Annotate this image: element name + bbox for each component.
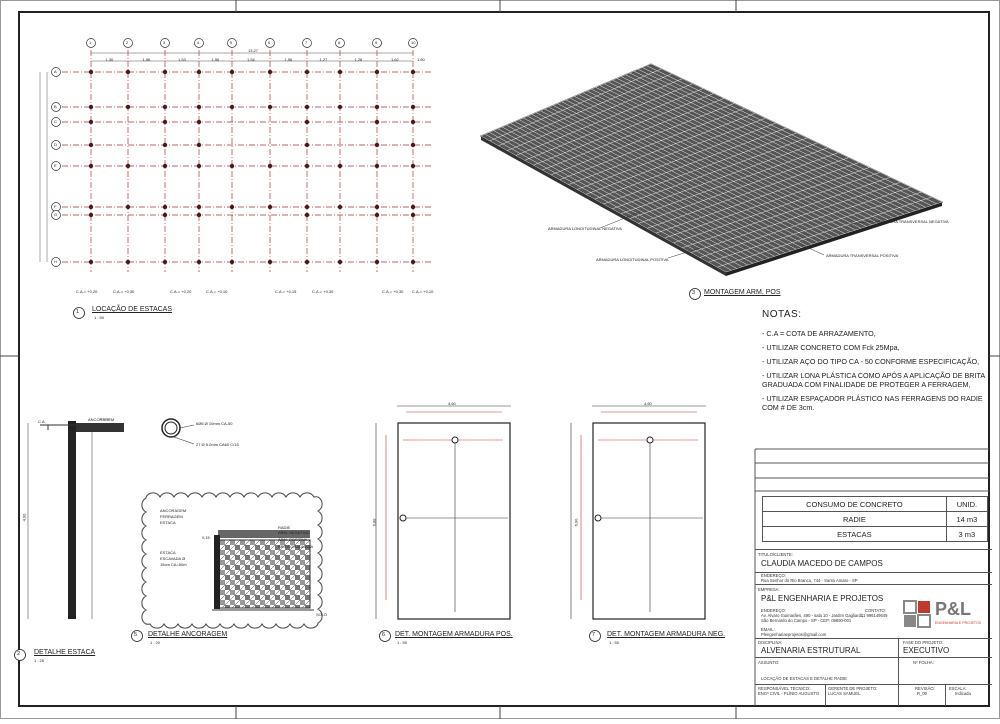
responsible-caption: RESPONSÁVEL TÉCNICO: — [758, 686, 811, 691]
contact: 11 996149649 — [861, 613, 888, 618]
grid-column-label: 2 — [126, 40, 129, 45]
grid-total-dim: 13,27 — [248, 48, 259, 53]
view-number: 5 — [134, 632, 138, 638]
grid-row-label: H — [54, 259, 57, 264]
grid-row-label: A — [54, 69, 57, 74]
grid-spacing-dim: 1,56 — [142, 57, 151, 62]
grid-column-label: 4 — [197, 40, 200, 45]
table-row — [763, 512, 988, 527]
sheet-number-caption: Nº FOLHA: — [913, 660, 934, 665]
logo-text: P&L — [935, 599, 971, 619]
anchorage-right-label: SOLO — [316, 612, 328, 617]
ca-label: C.A.= +0,30 — [382, 289, 404, 294]
concrete-consumption-table — [762, 496, 988, 542]
view6-title: DET. MONTAGEM ARMADURA POS. — [395, 631, 513, 638]
note-item: - UTILIZAR LONA PLÁSTICA COMO APÓS A APLICAÇÃO DE BRITA GRADUADA COM FINALIDADE DE PROTEGER A FERRAGEM, — [762, 371, 985, 389]
company-logo — [901, 598, 989, 632]
company-caption: EMPRESA: — [758, 587, 780, 592]
grid-row-label: F — [54, 204, 57, 209]
iso-label-trans-pos: ARMADURA TRANSVERSAL POSITIVA — [826, 253, 899, 258]
view-number: 6 — [382, 632, 386, 638]
estaca-ca: C.A. — [38, 419, 46, 424]
notes-block — [762, 310, 994, 417]
note-item: - C.A = COTA DE ARRAZAMENTO, — [762, 329, 876, 338]
grid-spacing-dim: 1,54 — [247, 57, 255, 62]
table-row — [763, 497, 988, 512]
ca-label: C.A.= +0,20 — [76, 289, 98, 294]
iso-label-long-neg: ARMADURA LONGITUDINAL NEGATIVA — [548, 226, 622, 231]
grid-spacing-dim: 1,30 — [105, 57, 114, 62]
grid-column-label: 7 — [305, 40, 308, 45]
iso-label-long-pos: ARMADURA LONGITUDINAL POSITIVA — [596, 257, 669, 262]
grid-spacing-dim: 1,56 — [211, 57, 220, 62]
revision-caption: REVISÃO: — [915, 686, 935, 691]
section-bottom-label: 27 Ø 5.0mm CA60 C/15 — [196, 442, 239, 447]
estaca-dim: 4,00 — [21, 513, 27, 522]
client-caption: TITULO/CLIENTE: — [758, 552, 793, 557]
discipline-caption: DISCIPLINA: — [758, 640, 783, 645]
grid-column-label: 6 — [268, 40, 271, 45]
view2-title: DETALHE ESTACA — [34, 649, 96, 656]
anchorage-right-label: ARM. NEGATIVA — [278, 530, 309, 535]
grid-row-label: B — [54, 104, 57, 109]
address: Rua Senhor do Rio Branco, 744 - Santo Amaro - SP — [761, 578, 858, 583]
plan6-height: 6,00 — [371, 518, 377, 527]
iso-label-trans-neg: ARMADURA TRANSVERSAL NEGATIVA — [875, 219, 949, 224]
table-cell: 3 m3 — [946, 527, 987, 542]
grid-column-label: 8 — [338, 40, 341, 45]
view-number: 1 — [76, 309, 80, 315]
table-cell: ESTACAS — [763, 527, 947, 542]
grid-spacing-dim: 1,62 — [391, 57, 399, 62]
grid-column-label: 9 — [375, 40, 378, 45]
ca-label: C.A.= +0,15 — [275, 289, 297, 294]
grid-column-label: 3 — [163, 40, 166, 45]
table-cell: 14 m3 — [946, 512, 987, 527]
pile-section — [162, 419, 194, 444]
anchorage-right-label: RADIE — [278, 525, 291, 530]
manager: LUCAS SAMUEL — [828, 691, 861, 696]
anchorage-right-label: BRITA GRADUADA — [278, 544, 314, 549]
grid-spacing-dim: 1,60 — [417, 57, 425, 62]
plan7-width: 4,60 — [644, 401, 652, 406]
grid-column-label: 10 — [411, 40, 416, 45]
company-address-line: Av. Alvaro Guimarães, 490 - sala 10 - Jardim Gagliardi, — [761, 613, 864, 618]
grid-column-label: 5 — [230, 40, 233, 45]
note-item: - UTILIZAR ESPAÇADOR PLÁSTICO NAS FERRAGENS DO RADIE COM # DE 3cm. — [762, 394, 983, 412]
anchorage-left-label: ESTACA — [160, 550, 176, 555]
subject: LOCAÇÃO DE ESTACAS E DETALHE RADIE — [761, 676, 847, 681]
table-header: CONSUMO DE CONCRETO — [763, 497, 947, 512]
ca-label: C.A.= +0,30 — [312, 289, 334, 294]
view5-title: DETALHE ANCORAGEM — [148, 631, 228, 638]
view7-scale: 1 : 50 — [609, 640, 620, 645]
scale: Indicada — [955, 691, 971, 696]
grid-row-label: G — [54, 212, 58, 217]
view-number: 3 — [692, 290, 696, 296]
pile-detail — [28, 419, 124, 619]
revision: R_00 — [917, 691, 928, 696]
isometric-mesh — [481, 64, 942, 276]
view3-title: MONTAGEM ARM. POS — [704, 289, 781, 296]
armadura-pos-plan — [376, 406, 511, 619]
ca-label: C.A.= +0,10 — [206, 289, 228, 294]
address-caption: ENDEREÇO: — [761, 573, 786, 578]
anchorage-left-label: ESCAVADA Ø — [160, 556, 186, 561]
section-top-label: 6Ø6 Ø 10mm CA-50 — [196, 421, 233, 426]
anchorage-left-label: FERRAGEM — [160, 514, 183, 519]
grid-row-label: D — [54, 142, 57, 147]
view6-scale: 1 : 50 — [397, 640, 408, 645]
anchorage-left-label: ESTACA — [160, 520, 176, 525]
grid-row-label: C — [54, 119, 57, 124]
subject-caption: ASSUNTO: — [758, 660, 780, 665]
table-row — [763, 527, 988, 542]
plan7-height: 6,00 — [573, 518, 579, 527]
company-address-caption: ENDEREÇO: — [761, 608, 786, 613]
estaca-ancoragem: ANCORAGEM — [88, 417, 115, 422]
armadura-neg-plan — [571, 406, 706, 619]
discipline: ALVENARIA ESTRUTURAL — [761, 646, 861, 655]
grid-row-label: E — [54, 163, 57, 168]
scale-caption: ESCALA: — [949, 686, 967, 691]
pile-location-plan — [40, 39, 432, 273]
grid-spacing-dim: 1,53 — [178, 57, 186, 62]
anchorage-right-label: ARM. POSITIVA — [278, 537, 308, 542]
view-number: 7 — [592, 632, 596, 638]
plan6-width: 4,60 — [448, 401, 456, 406]
grid-spacing-dim: 1,28 — [354, 57, 363, 62]
logo-sub: ENGENHARIA E PROJETOS — [935, 621, 982, 625]
notes-title: NOTAS: — [762, 309, 802, 320]
client-name: CLAUDIA MACEDO DE CAMPOS — [761, 559, 883, 568]
ca-label: C.A.= +0,30 — [113, 289, 135, 294]
note-item: - UTILIZAR CONCRETO COM Fck 25Mpa, — [762, 343, 900, 352]
grid-column-label: 1 — [89, 40, 92, 45]
phase-caption: FASE DO PROJETO: — [903, 640, 944, 645]
company-name: P&L ENGENHARIA E PROJETOS — [761, 594, 884, 603]
ca-label: C.A.= +0,10 — [412, 289, 434, 294]
anc-dim: 0,15 — [202, 535, 210, 540]
ca-label: C.A.= +0,20 — [170, 289, 192, 294]
anchorage-left-label: 15cm CA=50m — [160, 562, 187, 567]
note-item: - UTILIZAR AÇO DO TIPO CA - 50 CONFORME ESPECIFICAÇÃO, — [762, 357, 980, 366]
view1-title: LOCAÇÃO DE ESTACAS — [92, 306, 173, 313]
company-address-line: São Bernardo do Campo - SP - CEP: 09890-001 — [761, 618, 852, 623]
table-cell: RADIE — [763, 512, 947, 527]
email-caption: EMAIL: — [761, 627, 775, 632]
contact-caption: CONTATO: — [865, 608, 886, 613]
grid-spacing-dim: 1,56 — [284, 57, 293, 62]
view2-scale: 1 : 25 — [34, 658, 45, 663]
grid-spacing-dim: 1,27 — [319, 57, 328, 62]
logo-mark-icon — [903, 600, 933, 628]
anchorage-left-label: ANCORAGEM — [160, 508, 187, 513]
responsible: ENGº CIVIL - PLÍNIO AUGUSTO — [758, 691, 820, 696]
view5-scale: 1 : 20 — [150, 640, 161, 645]
view-number: 2 — [17, 651, 21, 657]
phase: EXECUTIVO — [903, 646, 950, 655]
view7-title: DET. MONTAGEM ARMADURA NEG. — [607, 631, 726, 638]
manager-caption: GERENTE DE PROJETO: — [828, 686, 878, 691]
table-header: UNID. — [946, 497, 987, 512]
view1-scale: 1 : 50 — [94, 315, 105, 320]
email: Plengenhariaeprojetos@gmail.com — [761, 632, 827, 637]
